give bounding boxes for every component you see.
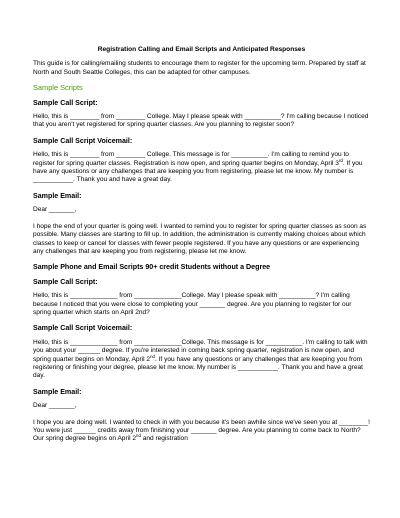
email-body-2-part1: I hope you are doing well. I wanted to check in with you because it's been awhile since we've seen you at ________! You were just ______ credits away from finishing your _______ degree. Are you planning to come back to North? Our spring degree begins on April 2 — [33, 418, 370, 443]
email-body: I hope the end of your quarter is going well. I wanted to remind you to register for spring quarter classes as soon as possible. Many classes are starting to fill up. In addition, the administration is currently making choices about which classes to keep or cancel for classes with fewer people registered. If you have any questions or are experiencing any challenges that are keeping you from registering, please let me know. — [33, 222, 367, 255]
call-script-text: Hello, this is ________ from ________ College. May I please speak with __________? I'm calling because I noticed that you aren't yet registered for spring quarter classes. Are you planning to register soon? — [33, 113, 369, 129]
voicemail-text — [33, 151, 370, 185]
email-salutation-2: Dear _______, — [33, 402, 77, 410]
email-body-2-ordinal: nd — [136, 433, 141, 439]
intro-paragraph: This guide is for calling/emailing students to encourage them to register for the upcoming term. Prepared by staff at North and South Seattle Colleges, this can be adapted for other campuses. — [33, 60, 366, 76]
email-heading: Sample Email: — [33, 191, 82, 200]
voicemail-heading-2: Sample Call Script Voicemail: — [33, 324, 133, 333]
email-salutation: Dear _______, — [33, 206, 77, 214]
email-heading-2: Sample Email: — [33, 387, 82, 396]
email-body-2-part2: and registration — [140, 435, 188, 443]
voicemail-ordinal: rd — [338, 157, 343, 163]
voicemail-heading: Sample Call Script Voicemail: — [33, 136, 133, 145]
section-heading-90-credit: Sample Phone and Email Scripts 90+ credit Students without a Degree — [33, 263, 271, 272]
voicemail-text-part2: . If you have any questions or any challenges that are keeping you from registering, please let me know. My number is ___________. Thank you and have a great day. — [33, 159, 363, 184]
email-body-2 — [33, 419, 370, 444]
call-script-text-2: Hello, this is _____________ from _____________College. May I please speak with __________? I'm calling because I noticed that you were close to completing your _______ degree. Are you planning to register for our spring quarter which starts on April 2nd? — [33, 292, 352, 316]
voicemail-text-part1: Hello, this is ________ from ________ College. This message is for __________. I'm calling to remind you to register for spring quarter classes. Registration is now open, and spring quarter begins on Monday, April 3 — [33, 151, 349, 167]
voicemail-text-2-part1: Hello, this is _____________ from _____________College. This message is for __________. I'm calling to talk with you about your ______ degree. If you're interested in coming back spring quarter, registration is now open, and spring quarter begins on Monday, April 2 — [33, 338, 368, 363]
voicemail-2-ordinal: nd — [150, 353, 155, 359]
voicemail-text-2-part2: . If you have any questions or any challenges that are keeping you from registering or finishing your degree, please let me know. My number is ___________. Thank you and have a great day. — [33, 355, 363, 380]
document-title: Registration Calling and Email Scripts and Anticipated Responses — [97, 46, 306, 53]
section-heading-sample-scripts: Sample Scripts — [33, 83, 83, 93]
call-script-heading-2: Sample Call Script: — [33, 277, 98, 286]
voicemail-text-2 — [33, 339, 370, 381]
call-script-heading: Sample Call Script: — [33, 98, 98, 107]
